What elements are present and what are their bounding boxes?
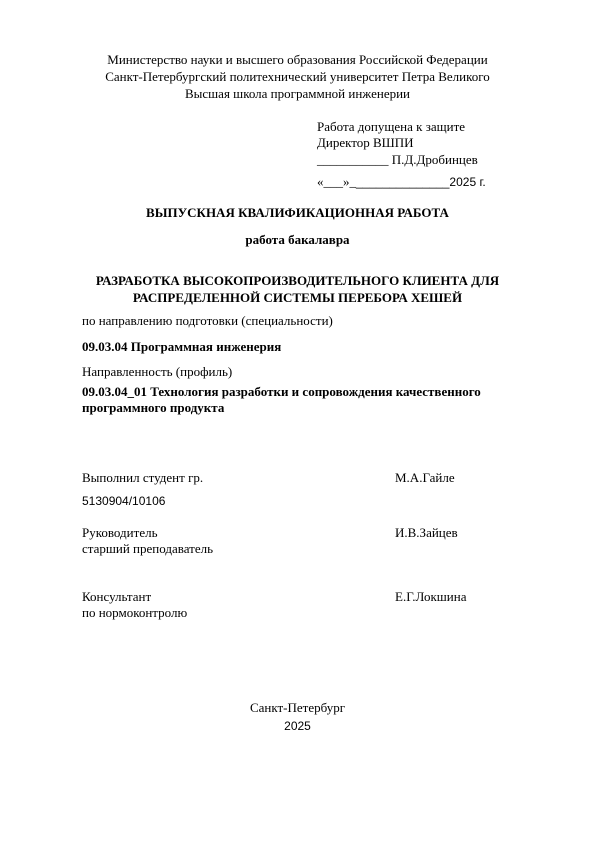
supervisor-label: Руководитель — [82, 525, 158, 540]
profile-label: Направленность (профиль) — [82, 364, 233, 379]
consultant-role: по нормоконтролю — [82, 605, 188, 620]
approval-signature: ___________ П.Д.Дробинцев — [317, 152, 478, 167]
specialty-label: по направлению подготовки (специальности) — [82, 313, 333, 328]
work-kind: работа бакалавра — [245, 232, 350, 247]
student-group: 5130904/10106 — [82, 494, 166, 508]
university-heading: Санкт-Петербургский политехнический университет Петра Великого — [105, 69, 490, 84]
approval-date — [317, 174, 486, 190]
school-heading: Высшая школа программной инженерии — [185, 86, 410, 101]
work-title-line2: РАСПРЕДЕЛЕННОЙ СИСТЕМЫ ПЕРЕБОРА ХЕШЕЙ — [132, 290, 463, 305]
consultant-name: Е.Г.Локшина — [395, 589, 467, 604]
supervisor-name: И.В.Зайцев — [395, 525, 458, 540]
profile-line2: программного продукта — [82, 400, 225, 415]
work-type: ВЫПУСКНАЯ КВАЛИФИКАЦИОННАЯ РАБОТА — [146, 205, 449, 220]
work-title-line1: РАЗРАБОТКА ВЫСОКОПРОИЗВОДИТЕЛЬНОГО КЛИЕНТА ДЛЯ — [95, 273, 500, 288]
footer-city: Санкт-Петербург — [249, 700, 346, 715]
specialty-value: 09.03.04 Программная инженерия — [82, 339, 282, 354]
footer-year: 2025 — [284, 719, 311, 733]
supervisor-title: старший преподаватель — [82, 541, 214, 556]
approval-director: Директор ВШПИ — [317, 135, 414, 150]
student-name: М.А.Гайле — [395, 470, 455, 485]
approval-date-day: «___»_ — [317, 174, 356, 189]
consultant-label: Консультант — [82, 589, 152, 604]
profile-line1: 09.03.04_01 Технология разработки и сопровождения качественного — [82, 384, 481, 399]
approval-date-year: ______________2025 г. — [356, 175, 486, 189]
ministry-heading: Министерство науки и высшего образования Российской Федерации — [107, 52, 488, 67]
student-label: Выполнил студент гр. — [82, 470, 204, 485]
approval-admitted: Работа допущена к защите — [317, 119, 466, 134]
